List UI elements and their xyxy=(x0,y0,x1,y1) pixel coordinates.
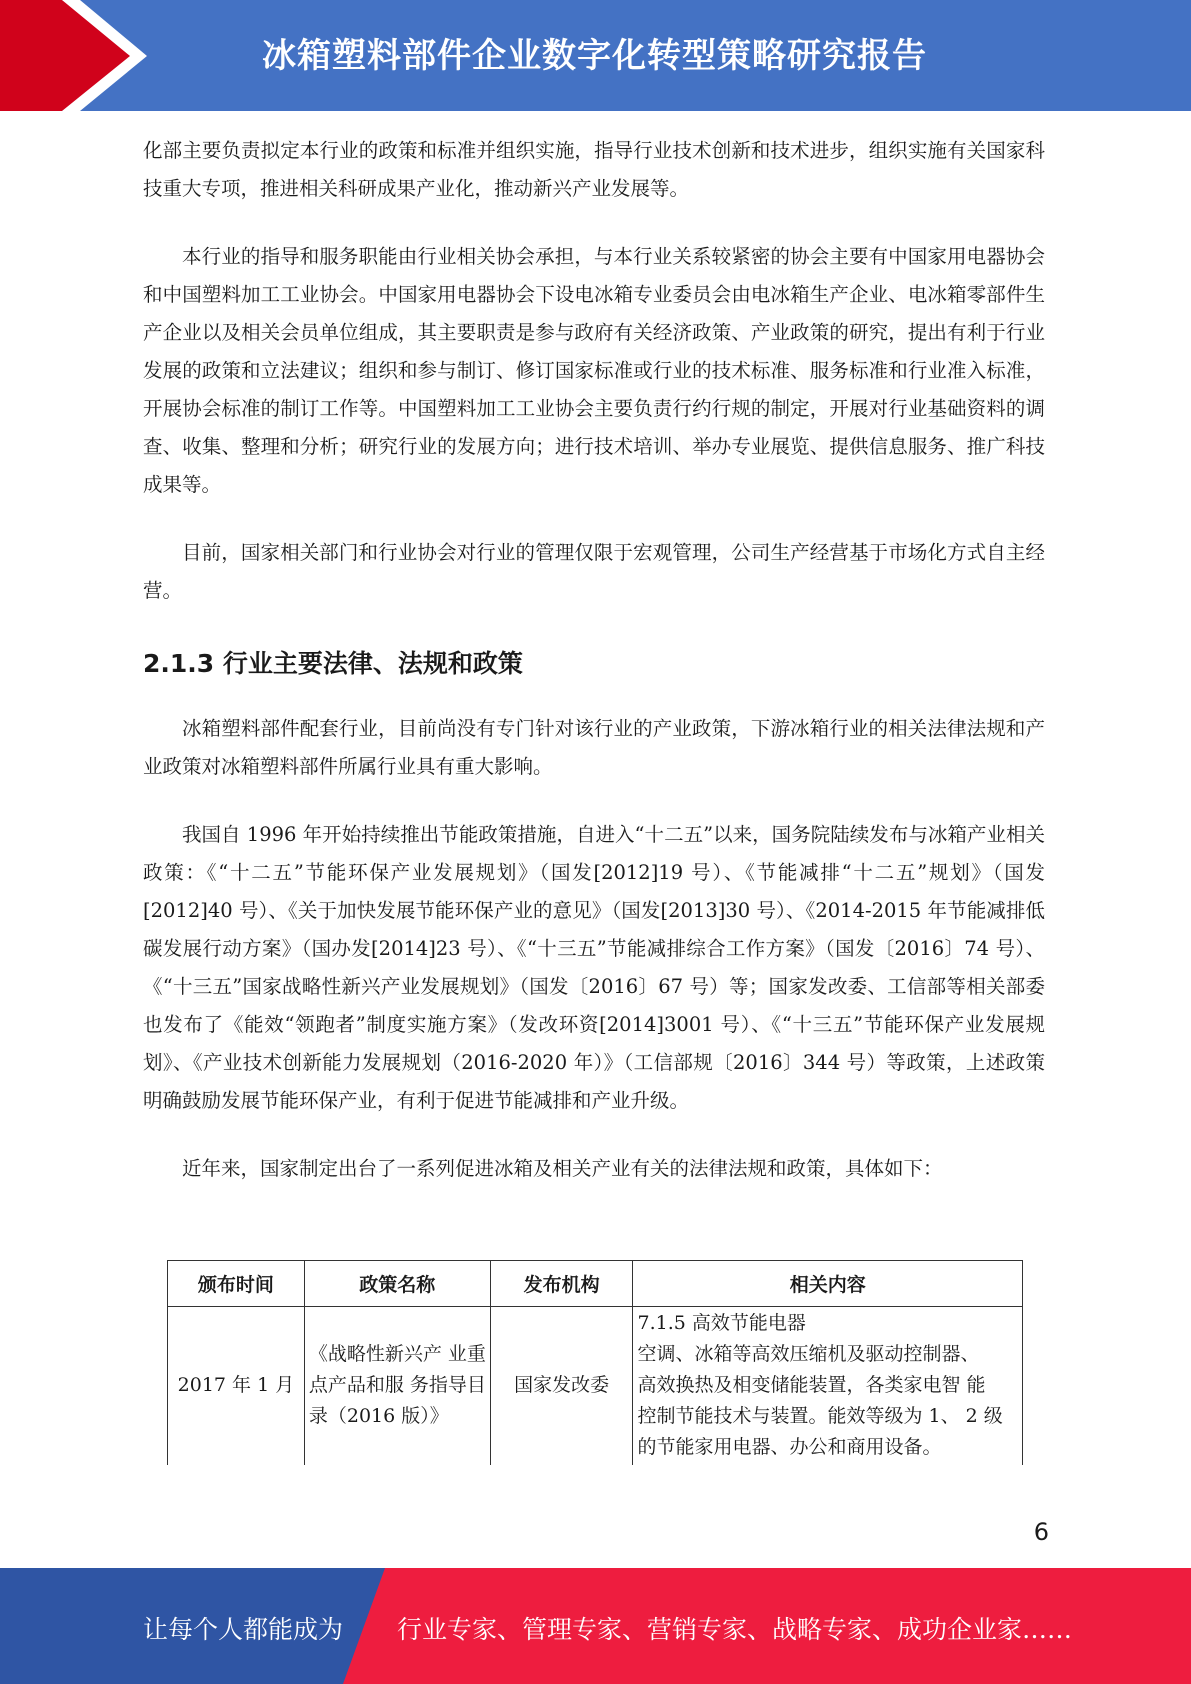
paragraph: 目前，国家相关部门和行业协会对行业的管理仅限于宏观管理，公司生产经营基于市场化方式自主经营。 xyxy=(143,541,1045,602)
paragraph: 冰箱塑料部件配套行业，目前尚没有专门针对该行业的产业政策，下游冰箱行业的相关法律法规和产业政策对冰箱塑料部件所属行业具有重大影响。 xyxy=(143,717,1045,778)
table-row xyxy=(168,1307,1023,1465)
report-title: 冰箱塑料部件企业数字化转型策略研究报告 xyxy=(262,36,927,76)
content-line: 空调、冰箱等高效压缩机及驱动控制器、 xyxy=(637,1343,980,1366)
page-header xyxy=(0,0,1191,111)
cell-policy-name: 《战略性新兴产 业重点产品和服 务指导目录（2016 版）》 xyxy=(304,1307,490,1465)
cell-agency: 国家发改委 xyxy=(490,1307,633,1465)
page-footer xyxy=(0,1568,1191,1684)
policy-table xyxy=(167,1260,1023,1465)
column-header: 发布机构 xyxy=(490,1261,633,1307)
content-line: 控制节能技术与装置。能效等级为 1、 2 级 xyxy=(637,1405,1003,1428)
section-heading: 2.1.3 行业主要法律、法规和政策 xyxy=(143,649,523,678)
paragraph: 近年来，国家制定出台了一系列促进冰箱及相关产业有关的法律法规和政策，具体如下： xyxy=(182,1157,943,1180)
page-number: 6 xyxy=(1033,1518,1049,1546)
column-header: 政策名称 xyxy=(304,1261,490,1307)
paragraph: 化部主要负责拟定本行业的政策和标准并组织实施，指导行业技术创新和技术进步，组织实施有关国家科技重大专项，推进相关科研成果产业化，推动新兴产业发展等。 xyxy=(143,139,1045,200)
paragraph: 本行业的指导和服务职能由行业相关协会承担，与本行业关系较紧密的协会主要有中国家用电器协会和中国塑料加工工业协会。中国家用电器协会下设电冰箱专业委员会由电冰箱生产企业、电冰箱零部件生产企业以及相关会员单位组成，其主要职责是参与政府有关经济政策、产业政策的研究，提出有利于行业发展的政策和立法建议；组织和参与制订、修订国家标准或行业的技术标准、服务标准和行业准入标准，开展协会标准的制订工作等。中国塑料加工工业协会主要负责行约行规的制定，开展对行业基础资料的调查、收集、整理和分析；研究行业的发展方向；进行技术培训、举办专业展览、提供信息服务、推广科技成果等。 xyxy=(143,245,1045,496)
table-header-row xyxy=(168,1261,1023,1307)
main-content xyxy=(143,132,1045,1188)
column-header: 相关内容 xyxy=(633,1261,1023,1307)
content-line: 高效换热及相变储能装置，各类家电智 能 xyxy=(637,1374,986,1397)
content-line: 7.1.5 高效节能电器 xyxy=(637,1312,806,1335)
cell-content xyxy=(633,1307,1023,1465)
content-line: 的节能家用电器、办公和商用设备。 xyxy=(637,1436,942,1459)
cell-date: 2017 年 1 月 xyxy=(168,1307,305,1465)
paragraph: 我国自 1996 年开始持续推出节能政策措施，自进入“十二五”以来，国务院陆续发布与冰箱产业相关政策：《“十二五”节能环保产业发展规划》（国发[2012]19 号）、《节能减排“十二五”规划》（国发[2012]40 号）、《关于加快发展节能环保产业的意见》（国发[2013]30 号）、《2014-2015 年节能减排低碳发展行动方案》（国办发[2014]23 号）、《“十三五”节能减排综合工作方案》（国发〔2016〕74 号）、《“十三五”国家战略性新兴产业发展规划》（国发〔2016〕67 号）等；国家发改委、工信部等相关部委也发布了《能效“领跑者”制度实施方案》（发改环资[2014]3001 号）、《“十三五”节能环保产业发展规划》、《产业技术创新能力发展规划（2016-2020 年）》（工信部规〔2016〕344 号）等政策，上述政策明确鼓励发展节能环保产业，有利于促进节能减排和产业升级。 xyxy=(143,823,1045,1112)
footer-slogan-right: 行业专家、管理专家、营销专家、战略专家、成功企业家…… xyxy=(397,1615,1073,1644)
column-header: 颁布时间 xyxy=(168,1261,305,1307)
footer-slogan-left: 让每个人都能成为 xyxy=(143,1615,344,1644)
